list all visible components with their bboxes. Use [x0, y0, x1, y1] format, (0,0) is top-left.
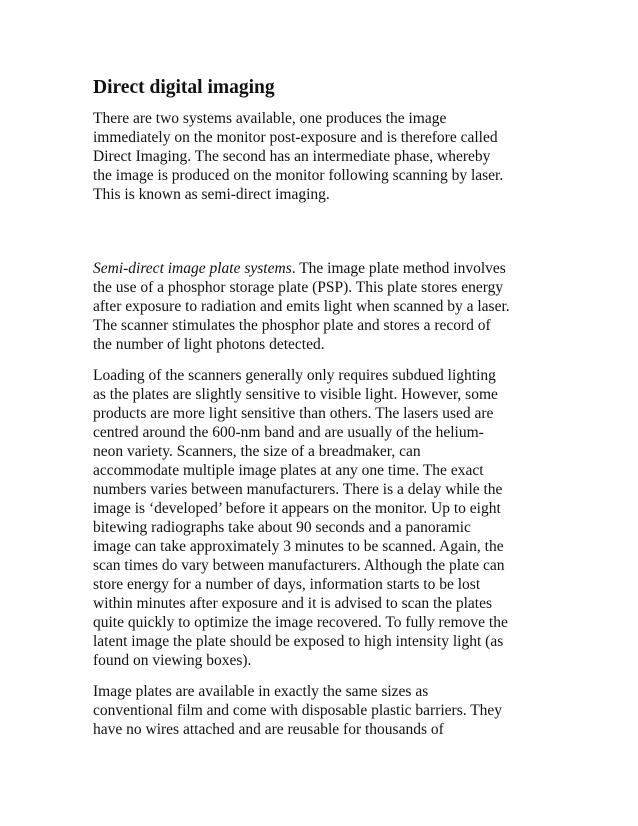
text-line: The scanner stimulates the phosphor plate and stores a record of	[93, 317, 491, 334]
text-line: numbers varies between manufacturers. There is a delay while the	[93, 481, 503, 498]
text-line: within minutes after exposure and it is advised to scan the plates	[93, 595, 493, 612]
text-line: centred around the 600-nm band and are usually of the helium-	[93, 424, 484, 441]
text-line: after exposure to radiation and emits light when scanned by a laser.	[93, 298, 510, 315]
text-line: the use of a phosphor storage plate (PSP). This plate stores energy	[93, 279, 504, 296]
text-line: the number of light photons detected.	[93, 336, 325, 353]
text-fragment: . The image plate method involves	[291, 260, 506, 277]
text-line: as the plates are slightly sensitive to visible light. However, some	[93, 386, 498, 403]
text-line: products are more light sensitive than others. The lasers used are	[93, 405, 494, 422]
text-line: There are two systems available, one produces the image	[93, 110, 447, 127]
text-line: Direct Imaging. The second has an intermediate phase, whereby	[93, 148, 491, 165]
paragraph-lead-italic: Semi-direct image plate systems	[93, 260, 292, 277]
text-line: image can take approximately 3 minutes to be scanned. Again, the	[93, 538, 504, 555]
text-line: conventional film and come with disposable plastic barriers. They	[93, 702, 503, 719]
text-line: latent image the plate should be exposed to high intensity light (as	[93, 633, 504, 650]
text-line: image is ‘developed’ before it appears on the monitor. Up to eight	[93, 500, 501, 517]
text-line: Image plates are available in exactly the same sizes as	[93, 683, 429, 700]
text-line: scan times do vary between manufacturers. Although the plate can	[93, 557, 505, 574]
text-line: neon variety. Scanners, the size of a breadmaker, can	[93, 443, 421, 460]
text-line	[93, 259, 558, 278]
paragraph-intro	[93, 109, 558, 204]
paragraph-image-plates	[93, 682, 558, 739]
text-line: accommodate multiple image plates at any one time. The exact	[93, 462, 484, 479]
page-title: Direct digital imaging	[93, 77, 275, 98]
text-line: This is known as semi-direct imaging.	[93, 186, 330, 203]
text-line: bitewing radiographs take about 90 seconds and a panoramic	[93, 519, 471, 536]
text-line: immediately on the monitor post-exposure and is therefore called	[93, 129, 498, 146]
text-line: found on viewing boxes).	[93, 652, 252, 669]
text-line: the image is produced on the monitor following scanning by laser.	[93, 167, 504, 184]
text-line: quite quickly to optimize the image recovered. To fully remove the	[93, 614, 508, 631]
paragraph-semi-direct	[93, 259, 558, 354]
paragraph-loading	[93, 366, 558, 670]
text-line: Loading of the scanners generally only requires subdued lighting	[93, 367, 496, 384]
text-line: store energy for a number of days, information starts to be lost	[93, 576, 481, 593]
text-line: have no wires attached and are reusable for thousands of	[93, 721, 444, 738]
